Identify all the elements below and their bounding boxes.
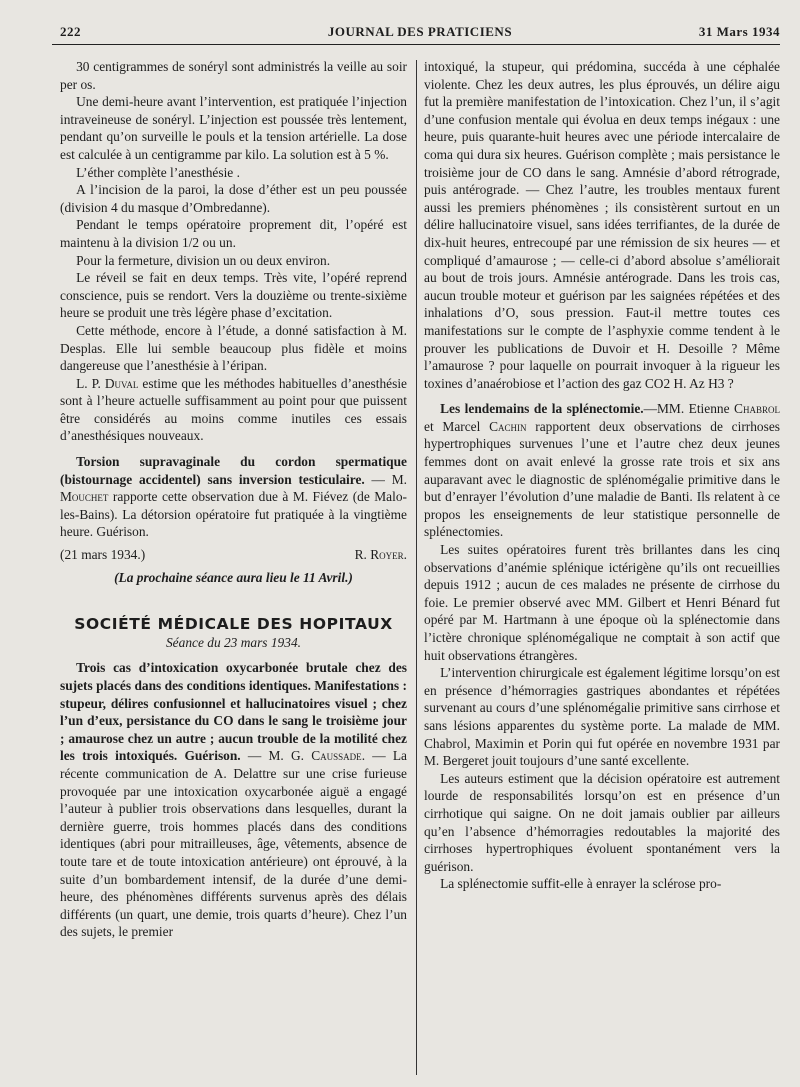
- paragraph-text: estime que les méthodes habituelles d’anesthésie sont à l’heure actuelle suffisamment au point pour que puissent être considérés au moins comme inutiles ces essais d’anesthésiques nouveaux.: [60, 375, 407, 444]
- author-name: Caussade: [311, 748, 362, 764]
- paragraph: Cette méthode, encore à l’étude, a donné satisfaction à M. Desplas. Elle lui semble beaucoup plus fidèle et moins dangereuse que l’anesthésie à l’éripan.: [60, 322, 407, 374]
- next-session-note: (La prochaine séance aura lieu le 11 Avril.): [114, 569, 353, 585]
- issue-date: 31 Mars 1934: [698, 24, 780, 39]
- paragraph: 30 centigrammes de sonéryl sont administrés la veille au soir per os.: [60, 59, 407, 92]
- separator: — M. G.: [240, 748, 312, 764]
- separator: — M.: [364, 471, 407, 487]
- article-torsion: [60, 453, 407, 541]
- paragraph: [60, 375, 407, 445]
- author-name: Mouchet: [60, 489, 109, 505]
- conjunction: et Marcel: [424, 418, 490, 434]
- paragraph: Pendant le temps opératoire proprement dit, l’opéré est maintenu à la division 1/2 ou un.: [60, 217, 407, 250]
- article-text: rapporte cette observation due à M. Fiévez (de Malo-les-Bains). La détorsion opératoire fut pratiquée à la vingtième heure. Guérison.: [60, 489, 407, 540]
- section-title: SOCIÉTÉ MÉDICALE DES HOPITAUX: [74, 615, 393, 634]
- paragraph: L’éther complète l’anesthésie .: [76, 164, 240, 180]
- signature-line: [60, 546, 407, 564]
- author-name: L. P. Duval: [76, 375, 139, 391]
- header-rule: [52, 44, 780, 45]
- article-splenectomie: [424, 400, 780, 541]
- column-divider: [416, 60, 417, 1075]
- signature-name: R. Royer.: [354, 547, 407, 563]
- author-name: Cachin: [489, 418, 527, 434]
- paragraph: Les suites opératoires furent très brillantes dans les cinq observations d’anémie splénique ictérigène qu’ils ont recueillies depuis 1912 ; aucun de ces malades ne présente de cirrhose du foie. Le premier observé avec MM. Gilbert et Henri Bénard fut opéré par M. Hartmann à une époque où la splénectomie dans l’ictère chronique splénomégalique ne comptait à son actif que huit observations étrangères.: [424, 542, 780, 663]
- paragraph: A l’incision de la paroi, la dose d’éther est un peu poussée (division 4 du masque d’Ombredanne).: [60, 182, 407, 215]
- article-text: rapportent deux observations de cirrhoses hypertrophiques survenues l’une et l’autre chez deux jeunes femmes dont on avait enlevé la grosse rate trois et six ans auparavant avec le diagnostic de splénomégalie primitive dans le but d’enrayer l’évolution d’une maladie de Banti. Ils relatent à ce propos les enseignements de leur statistique personnelle de splénectomies.: [424, 418, 780, 540]
- signature-date: (21 mars 1934.): [60, 547, 146, 563]
- page-number: 222: [60, 24, 81, 39]
- paragraph: Une demi-heure avant l’intervention, est pratiquée l’injection intraveineuse de sonéryl. L’injection est poussée très lentement, pendant qu’on surveille le pouls et la tension artérielle. La dose est calculée à un centigramme par kilo. La solution est à 5 %.: [60, 94, 407, 162]
- journal-title: JOURNAL DES PRATICIENS: [327, 24, 513, 39]
- article-title: Torsion supravaginale du cordon spermatique (bistournage accidentel) sans inversion testiculaire.: [60, 454, 407, 487]
- article-title: Trois cas d’intoxication oxycarbonée brutale chez des sujets placés dans des conditions identiques. Manifestations : stupeur, délires confusionnel et hallucinatoires visuel ; chez l’un d’eux, persistance du CO dans le sang le troisième jour ; amaurose chez un autre ; aucun trouble de la motilité chez les trois intoxiqués. Guérison.: [60, 660, 407, 764]
- session-date: Séance du 23 mars 1934.: [165, 634, 301, 650]
- paragraph: Pour la fermeture, division un ou deux environ.: [76, 252, 331, 268]
- separator: —MM. Etienne: [643, 401, 735, 417]
- running-header: [60, 20, 780, 42]
- article-title: Les lendemains de la splénectomie.: [440, 401, 644, 417]
- paragraph: Les auteurs estiment que la décision opératoire est autrement lourde de responsabilités lorsqu’on est en présence d’un cirrhotique qui saigne. On ne doit jamais oublier par ailleurs qu’en l’absence d’hémorragies redoutables la majorité des cirrhoses hypertrophiques évoluent spontanément vers la guérison.: [424, 770, 780, 874]
- article-intoxication: [60, 659, 407, 941]
- article-text: . — La récente communication de A. Delattre sur une crise furieuse provoquée par une intoxication oxycarbonée aiguë a engagé l’auteur à publier trois observations dans lesquelles, durant la dernière guerre, trois hommes placés dans des conditions identiques (abri pour mitrailleuses, âge, vêtements, absence de toute tare et de toute intoxication antérieure) ont éprouvé, à la suite d’un bombardement intensif, de la durée d’une demi-heure, des phénomènes différents survenus après des délais différents (un quart, une demie, trois quarts d’heure). Chez l’un des sujets, le premier: [60, 748, 408, 940]
- paragraph: La splénectomie suffit-elle à enrayer la sclérose pro-: [440, 876, 722, 892]
- paragraph: intoxiqué, la stupeur, qui prédomina, succéda à une céphalée violente. Chez les deux autres, les plus éprouvés, un délire aigu fut la première manifestation de l’intoxication. Chez l’un, il s’agit d’une confusion mentale qui évolua en deux temps inégaux : une heure, puis quarante-huit heures avec une période intercalaire de coma qui dura six heures. Guérison complète ; mais persistance le troisième jour de CO dans le sang. Amnésie d’abord rétrograde, puis antérograde. — Chez l’autre, les troubles mentaux furent aussi les premiers phénomènes ; ils consistèrent surtout en un délire hallucinatoire visuel, sans idées terrifiantes, de la durée de dix-huit heures, entrecoupé par une rémission de six heures — et compliqué d’amaurose ; — celle-ci d’abord absolue s’améliorait au bout de trois jours. Amnésie antérograde. Dans les trois cas, aucun trouble moteur et guérison par les saignées répétées et des inhalations d’O, sous pression. Faut-il mettre toutes ces manifestations sur le compte de l’asphyxie comme tendent à le prouver les publications de Duvoir et H. Desoille ? Même l’amaurose ? pour laquelle on pourrait invoquer à la rigueur les toxines d’anaérobiose et l’action des gaz CO2 H. Az H3 ?: [424, 59, 780, 391]
- paragraph: L’intervention chirurgicale est également légitime lorsqu’on est en présence d’hémorragies gastriques abondantes et répétées survenant au cours d’une splénomégalie primitive sans cirrhose et sans lésions apparentes du système porte. La malade de MM. Chabrol, Maximin et Porin qui fut opérée en novembre 1931 par M. Bergeret jouit toujours d’une santé excellente.: [424, 665, 780, 769]
- paragraph: Le réveil se fait en deux temps. Très vite, l’opéré reprend conscience, puis se rendort. Vers la douzième ou trente-sixième heure se produit une très légère phase d’excitation.: [60, 270, 407, 321]
- author-name: Chabrol: [734, 401, 780, 417]
- left-column: [60, 58, 407, 941]
- right-column: [424, 58, 780, 893]
